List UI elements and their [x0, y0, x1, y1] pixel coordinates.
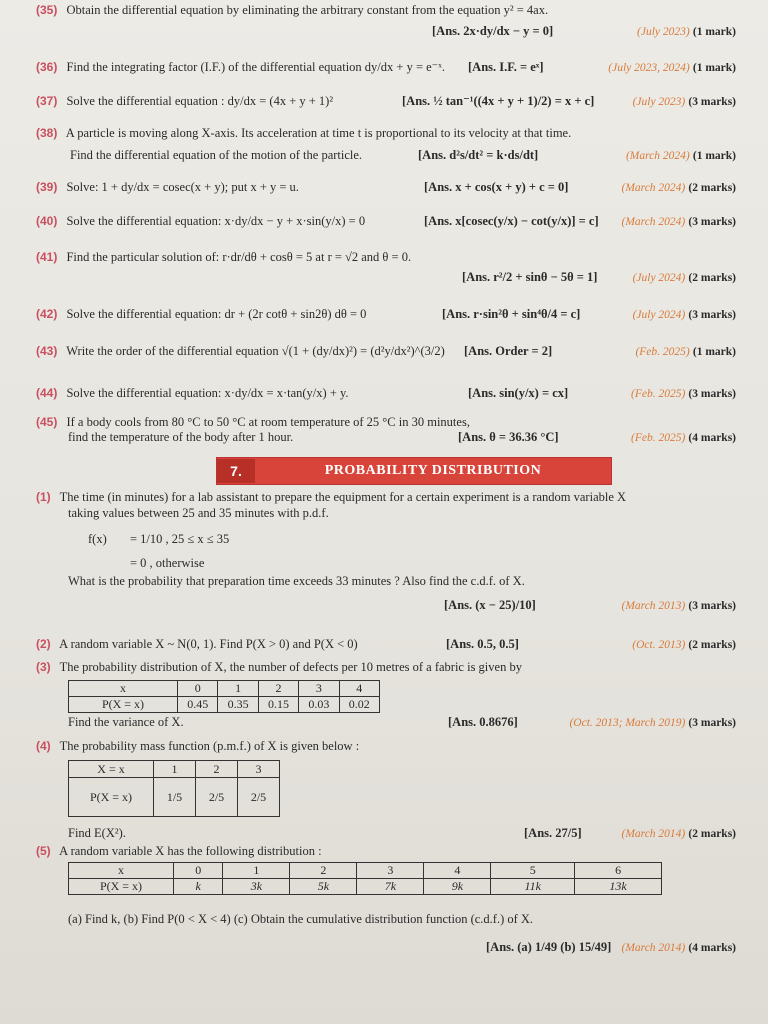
question-text: Solve the differential equation : dy/dx = (4x + y + 1)²: [66, 94, 334, 108]
question-number: (35): [36, 3, 58, 17]
table-cell: 1/5: [154, 778, 196, 817]
question-text: The probability distribution of X, the number of defects per 10 metres of a fabric is given by: [59, 660, 522, 674]
question-text: Find the particular solution of: r·dr/dθ + cosθ = 5 at r = √2 and θ = 0.: [66, 250, 412, 264]
table-cell: 2: [196, 761, 238, 778]
answer: [Ans. r·sin²θ + sin⁴θ/4 = c]: [442, 307, 581, 321]
question-text: If a body cools from 80 °C to 50 °C at room temperature of 25 °C in 30 minutes,: [66, 415, 470, 429]
question-38-line-2: [70, 148, 754, 163]
distribution-table-3: [68, 680, 380, 713]
table-cell: P(X = x): [69, 879, 174, 895]
table-cell: P(X = x): [69, 778, 154, 817]
table-cell: x: [69, 681, 178, 697]
answer: [Ans. 0.5, 0.5]: [446, 637, 519, 651]
question-37: [36, 94, 754, 109]
answer: [Ans. sin(y/x) = cx]: [468, 386, 569, 400]
question-number: (38): [36, 126, 58, 140]
table-cell: 0.03: [299, 697, 339, 713]
answer: [Ans. x[cosec(y/x) − cot(y/x)] = c]: [424, 214, 599, 228]
exam-reference: (Feb. 2025): [635, 346, 690, 358]
question-43: [36, 344, 754, 359]
table-cell: 0.02: [339, 697, 379, 713]
question-number: (3): [36, 660, 51, 674]
question-number: (39): [36, 180, 58, 194]
answer: [Ans. I.F. = eˣ]: [468, 60, 544, 74]
marks: (1 mark): [692, 346, 736, 358]
table-row: [69, 681, 380, 697]
question-text: Find the integrating factor (I.F.) of the differential equation dy/dx + y = e⁻ˣ.: [66, 60, 446, 74]
distribution-table-5: [68, 862, 662, 895]
marks: (4 marks): [688, 432, 736, 444]
answer: [Ans. d²s/dt² = k·ds/dt]: [418, 148, 539, 162]
table-cell: 3: [299, 681, 339, 697]
exam-reference: (July 2024): [632, 309, 686, 321]
answer: [Ans. r²/2 + sinθ − 5θ = 1]: [462, 270, 598, 284]
question-text: Solve the differential equation: x·dy/dx − y + x·sin(y/x) = 0: [66, 214, 366, 228]
marks: (4 marks): [688, 942, 736, 954]
table-cell: 2/5: [196, 778, 238, 817]
exam-reference: (March 2013): [621, 600, 686, 612]
question-number: (43): [36, 344, 58, 358]
marks: (1 mark): [692, 150, 736, 162]
exam-reference: (March 2024): [621, 182, 686, 194]
table-cell: P(X = x): [69, 697, 178, 713]
exam-reference: (Oct. 2013): [632, 639, 686, 651]
question-40: [36, 214, 754, 229]
table-row: [69, 863, 662, 879]
question-number: (44): [36, 386, 58, 400]
table-cell: 5: [491, 863, 575, 879]
table-cell: 2: [258, 681, 298, 697]
table-cell: 3k: [223, 879, 290, 895]
exam-reference: (March 2014): [621, 942, 686, 954]
marks: (1 mark): [692, 62, 736, 74]
question-text: Solve: 1 + dy/dx = cosec(x + y); put x + y = u.: [66, 180, 299, 194]
problem-4-line-2: [68, 826, 754, 841]
question-39: [36, 180, 754, 195]
chapter-number: 7.: [217, 459, 255, 483]
question-number: (4): [36, 739, 51, 753]
table-cell: 7k: [357, 879, 424, 895]
table-cell: 11k: [491, 879, 575, 895]
question-45-line-2: [68, 430, 754, 445]
problem-1-line-3: [68, 574, 754, 589]
problem-4: [36, 739, 754, 754]
question-number: (1): [36, 490, 51, 504]
table-cell: 0.45: [178, 697, 218, 713]
marks: (2 marks): [688, 182, 736, 194]
marks: (3 marks): [688, 309, 736, 321]
answer: [Ans. 2x·dy/dx − y = 0]: [432, 24, 554, 38]
question-text: A random variable X has the following distribution :: [59, 844, 322, 858]
marks: (3 marks): [688, 216, 736, 228]
problem-2: [36, 637, 754, 652]
pmf-table-4: [68, 760, 280, 817]
question-text: Solve the differential equation: x·dy/dx = x·tan(y/x) + y.: [66, 386, 349, 400]
exam-reference: (July 2024): [632, 272, 686, 284]
question-text: Obtain the differential equation by eliminating the arbitrary constant from the equation y² = 4ax.: [66, 3, 549, 17]
problem-3-line-2: [68, 715, 754, 730]
question-45: [36, 415, 754, 430]
table-cell: 2/5: [238, 778, 280, 817]
question-text: The time (in minutes) for a lab assistant to prepare the equipment for a certain experiment is a random variable X: [59, 490, 627, 504]
table-cell: x: [69, 863, 174, 879]
table-cell: 1: [218, 681, 258, 697]
question-text-2: find the temperature of the body after 1 hour.: [68, 430, 294, 444]
table-row: [69, 879, 662, 895]
table-cell: 5k: [290, 879, 357, 895]
marks: (3 marks): [688, 600, 736, 612]
question-text: Write the order of the differential equation √(1 + (dy/dx)²) = (d²y/dx²)^(3/2): [66, 344, 445, 358]
problem-1-line-2: [68, 506, 754, 521]
marks: (2 marks): [688, 272, 736, 284]
marks: (3 marks): [688, 717, 736, 729]
question-44: [36, 386, 754, 401]
question-text-2: Find the differential equation of the motion of the particle.: [70, 148, 363, 162]
table-cell: 2: [290, 863, 357, 879]
exam-reference: (March 2014): [621, 828, 686, 840]
table-cell: k: [174, 879, 223, 895]
marks: (3 marks): [688, 388, 736, 400]
answer: [Ans. θ = 36.36 °C]: [458, 430, 559, 444]
marks: (1 mark): [692, 26, 736, 38]
table-cell: 1: [223, 863, 290, 879]
question-number: (45): [36, 415, 58, 429]
question-number: (41): [36, 250, 58, 264]
exam-reference: (March 2024): [625, 150, 690, 162]
question-text: A particle is moving along X-axis. Its acceleration at time t is proportional to its velocity at that time.: [65, 126, 572, 140]
question-text-2: Find E(X²).: [68, 826, 126, 840]
pdf-label: f(x): [88, 532, 107, 546]
question-text-2: Find the variance of X.: [68, 715, 184, 729]
question-41: [36, 250, 754, 265]
table-cell: 0: [174, 863, 223, 879]
question-text-2: (a) Find k, (b) Find P(0 < X < 4) (c) Obtain the cumulative distribution function (c.d.f.) of X.: [68, 912, 534, 926]
pdf-case-2: = 0 , otherwise: [130, 556, 205, 570]
table-row: [69, 778, 280, 817]
question-text: The probability mass function (p.m.f.) of X is given below :: [59, 739, 360, 753]
table-cell: 4: [424, 863, 491, 879]
exam-reference: (Oct. 2013; March 2019): [569, 717, 686, 729]
exam-reference: (March 2024): [621, 216, 686, 228]
chapter-title: PROBABILITY DISTRIBUTION: [324, 463, 542, 478]
problem-3: [36, 660, 754, 675]
question-text: A random variable X ~ N(0, 1). Find P(X > 0) and P(X < 0): [59, 637, 358, 651]
table-cell: 3: [357, 863, 424, 879]
table-cell: 3: [238, 761, 280, 778]
answer: [Ans. ½ tan⁻¹((4x + y + 1)/2) = x + c]: [402, 94, 595, 108]
marks: (3 marks): [688, 96, 736, 108]
question-35: [36, 3, 754, 18]
exam-reference: (Feb. 2025): [630, 388, 686, 400]
question-38: [36, 126, 754, 141]
table-cell: 6: [575, 863, 662, 879]
exam-reference: (July 2023): [637, 26, 690, 38]
question-number: (36): [36, 60, 58, 74]
problem-5: [36, 844, 754, 859]
question-text-2: taking values between 25 and 35 minutes with p.d.f.: [68, 506, 329, 520]
table-cell: X = x: [69, 761, 154, 778]
answer: [Ans. 0.8676]: [448, 715, 518, 729]
answer: [Ans. x + cos(x + y) + c = 0]: [424, 180, 569, 194]
question-42: [36, 307, 754, 322]
question-number: (42): [36, 307, 58, 321]
table-row: [69, 697, 380, 713]
marks: (2 marks): [688, 639, 736, 651]
answer: [Ans. (x − 25)/10]: [444, 598, 536, 612]
table-cell: 0.15: [258, 697, 298, 713]
answer: [Ans. Order = 2]: [464, 344, 553, 358]
question-number: (2): [36, 637, 51, 651]
question-36: [36, 60, 754, 75]
answer: [Ans. (a) 1/49 (b) 15/49]: [486, 940, 612, 954]
table-cell: 13k: [575, 879, 662, 895]
question-text-3: What is the probability that preparation time exceeds 33 minutes ? Also find the c.d.f. of X.: [68, 574, 525, 588]
table-cell: 1: [154, 761, 196, 778]
problem-5-line-2: [68, 912, 754, 927]
table-cell: 0.35: [218, 697, 258, 713]
table-cell: 0: [178, 681, 218, 697]
table-cell: 9k: [424, 879, 491, 895]
chapter-banner: [216, 457, 612, 485]
table-cell: 4: [339, 681, 379, 697]
question-number: (5): [36, 844, 51, 858]
question-number: (37): [36, 94, 58, 108]
pdf-case-1: = 1/10 , 25 ≤ x ≤ 35: [130, 532, 230, 546]
table-row: [69, 761, 280, 778]
exam-reference: (July 2023): [632, 96, 686, 108]
answer: [Ans. 27/5]: [524, 826, 582, 840]
question-number: (40): [36, 214, 58, 228]
marks: (2 marks): [688, 828, 736, 840]
question-text: Solve the differential equation: dr + (2r cotθ + sin2θ) dθ = 0: [66, 307, 367, 321]
problem-1: [36, 490, 754, 505]
exam-reference: (Feb. 2025): [630, 432, 686, 444]
exam-reference: (July 2023, 2024): [608, 62, 690, 74]
